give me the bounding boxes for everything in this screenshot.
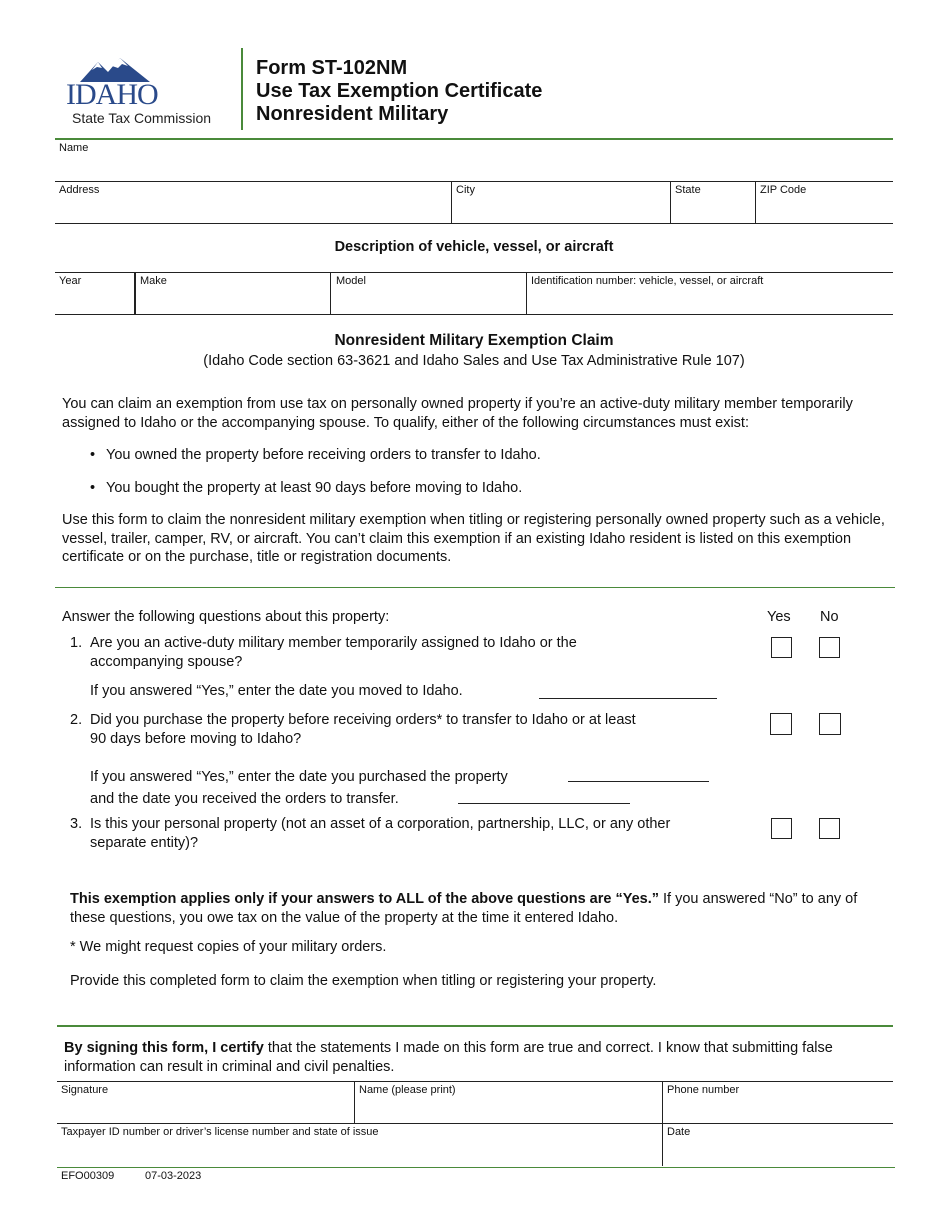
section-rule [57, 1025, 893, 1027]
no-header: No [820, 609, 839, 625]
question-3: Is this your personal property (not an asset of a corporation, partnership, LLC, or any other separate entity)? [90, 816, 671, 851]
id-number-field[interactable] [527, 273, 893, 313]
form-subtitle: Nonresident Military [256, 103, 449, 125]
question-2-followup-b: and the date you received the orders to transfer. [90, 791, 399, 807]
q2-no-checkbox[interactable] [819, 713, 841, 735]
city-field[interactable] [452, 182, 670, 222]
signature-field[interactable] [57, 1082, 354, 1122]
zip-field[interactable] [756, 182, 893, 222]
certify-statement [64, 1039, 884, 1076]
make-label: Make [140, 275, 167, 287]
orders-note: * We might request copies of your military orders. [70, 939, 387, 955]
address-label: Address [59, 184, 100, 196]
make-field[interactable] [136, 273, 330, 313]
phone-label: Phone number [667, 1084, 740, 1096]
phone-field[interactable] [663, 1082, 893, 1122]
claim-usage: Use this form to claim the nonresident military exemption when titling or registering personally owned property such as a vehicle, vessel, trailer, camper, RV, or aircraft. You can’t claim this exemption if an existing Idaho resident is listed on this exemption certificate or on the purchase, title or registration documents. [62, 512, 885, 565]
q1-no-checkbox[interactable] [819, 637, 840, 658]
print-name-label: Name (please print) [359, 1084, 456, 1096]
print-name-field[interactable] [355, 1082, 662, 1122]
form-date: 07-03-2023 [145, 1170, 202, 1182]
name-field[interactable] [55, 140, 893, 181]
year-field[interactable] [55, 273, 134, 313]
q3-no-checkbox[interactable] [819, 818, 840, 839]
rule [55, 314, 893, 315]
purchase-date-field[interactable] [568, 781, 709, 782]
section-rule [55, 587, 895, 588]
question-number: 2. [70, 712, 83, 728]
vehicle-heading: Description of vehicle, vessel, or aircraft [334, 239, 614, 255]
moved-date-field[interactable] [539, 698, 717, 699]
agency-name: State Tax Commission [72, 110, 212, 126]
date-label: Date [667, 1126, 691, 1138]
form-number: Form ST-102NM [256, 57, 408, 79]
bullet-dot: • [90, 447, 96, 463]
city-label: City [456, 184, 475, 196]
idaho-logo [62, 54, 232, 130]
taxpayer-id-field[interactable] [57, 1124, 662, 1166]
state-field[interactable] [671, 182, 755, 222]
q3-yes-checkbox[interactable] [771, 818, 792, 839]
bullet-dot: • [90, 480, 96, 496]
provide-note: Provide this completed form to claim the exemption when titling or registering your property. [70, 973, 657, 989]
taxpayer-id-label: Taxpayer ID number or driver’s license number and state of issue [61, 1126, 379, 1138]
question-number: 3. [70, 816, 83, 832]
header-divider [241, 48, 243, 130]
footer-rule [57, 1167, 895, 1168]
id-number-label: Identification number: vehicle, vessel, or aircraft [531, 275, 764, 287]
address-field[interactable] [55, 182, 451, 222]
form-title: Use Tax Exemption Certificate [256, 80, 543, 102]
year-label: Year [59, 275, 82, 287]
date-field[interactable] [663, 1124, 893, 1166]
model-field[interactable] [331, 273, 526, 313]
claim-intro: You can claim an exemption from use tax on personally owned property if you’re an active-duty military member temporarily assigned to Idaho or the accompanying spouse. To qualify, either of the following circumstances must exist: [62, 396, 853, 431]
form-code: EFO00309 [61, 1170, 115, 1182]
logo-wordmark: IDAHO [66, 78, 158, 111]
question-1-followup: If you answered “Yes,” enter the date you moved to Idaho. [90, 683, 463, 699]
claim-heading: Nonresident Military Exemption Claim [334, 332, 614, 349]
list-item: You bought the property at least 90 days before moving to Idaho. [106, 480, 523, 496]
question-1: Are you an active-duty military member temporarily assigned to Idaho or the accompanying spouse? [90, 635, 577, 670]
questions-intro: Answer the following questions about this property: [62, 609, 390, 625]
q2-yes-checkbox[interactable] [770, 713, 792, 735]
rule [55, 223, 893, 224]
claim-citation: (Idaho Code section 63-3621 and Idaho Sales and Use Tax Administrative Rule 107) [203, 353, 745, 369]
certify-rest: that the statements I made on this form are true and correct. I know that submitting false information can result in criminal and civil penalties. [64, 1040, 833, 1075]
list-item: You owned the property before receiving orders to transfer to Idaho. [106, 447, 541, 463]
q1-yes-checkbox[interactable] [771, 637, 792, 658]
name-label: Name [59, 142, 89, 154]
yes-header: Yes [767, 609, 791, 625]
question-2: Did you purchase the property before receiving orders* to transfer to Idaho or at least 90 days before moving to Idaho? [90, 712, 636, 747]
signature-label: Signature [61, 1084, 109, 1096]
question-number: 1. [70, 635, 83, 651]
state-label: State [675, 184, 701, 196]
orders-date-field[interactable] [458, 803, 630, 804]
certify-bold: By signing this form, I certify [64, 1040, 264, 1056]
zip-label: ZIP Code [760, 184, 807, 196]
model-label: Model [336, 275, 366, 287]
exemption-note-rest: If you answered “No” to any of these questions, you owe tax on the value of the property at the time it entered Idaho. [70, 891, 858, 926]
exemption-note-bold: This exemption applies only if your answers to ALL of the above questions are “Yes.” [70, 891, 659, 907]
exemption-note [70, 890, 882, 927]
question-2-followup-a: If you answered “Yes,” enter the date you purchased the property [90, 769, 508, 785]
